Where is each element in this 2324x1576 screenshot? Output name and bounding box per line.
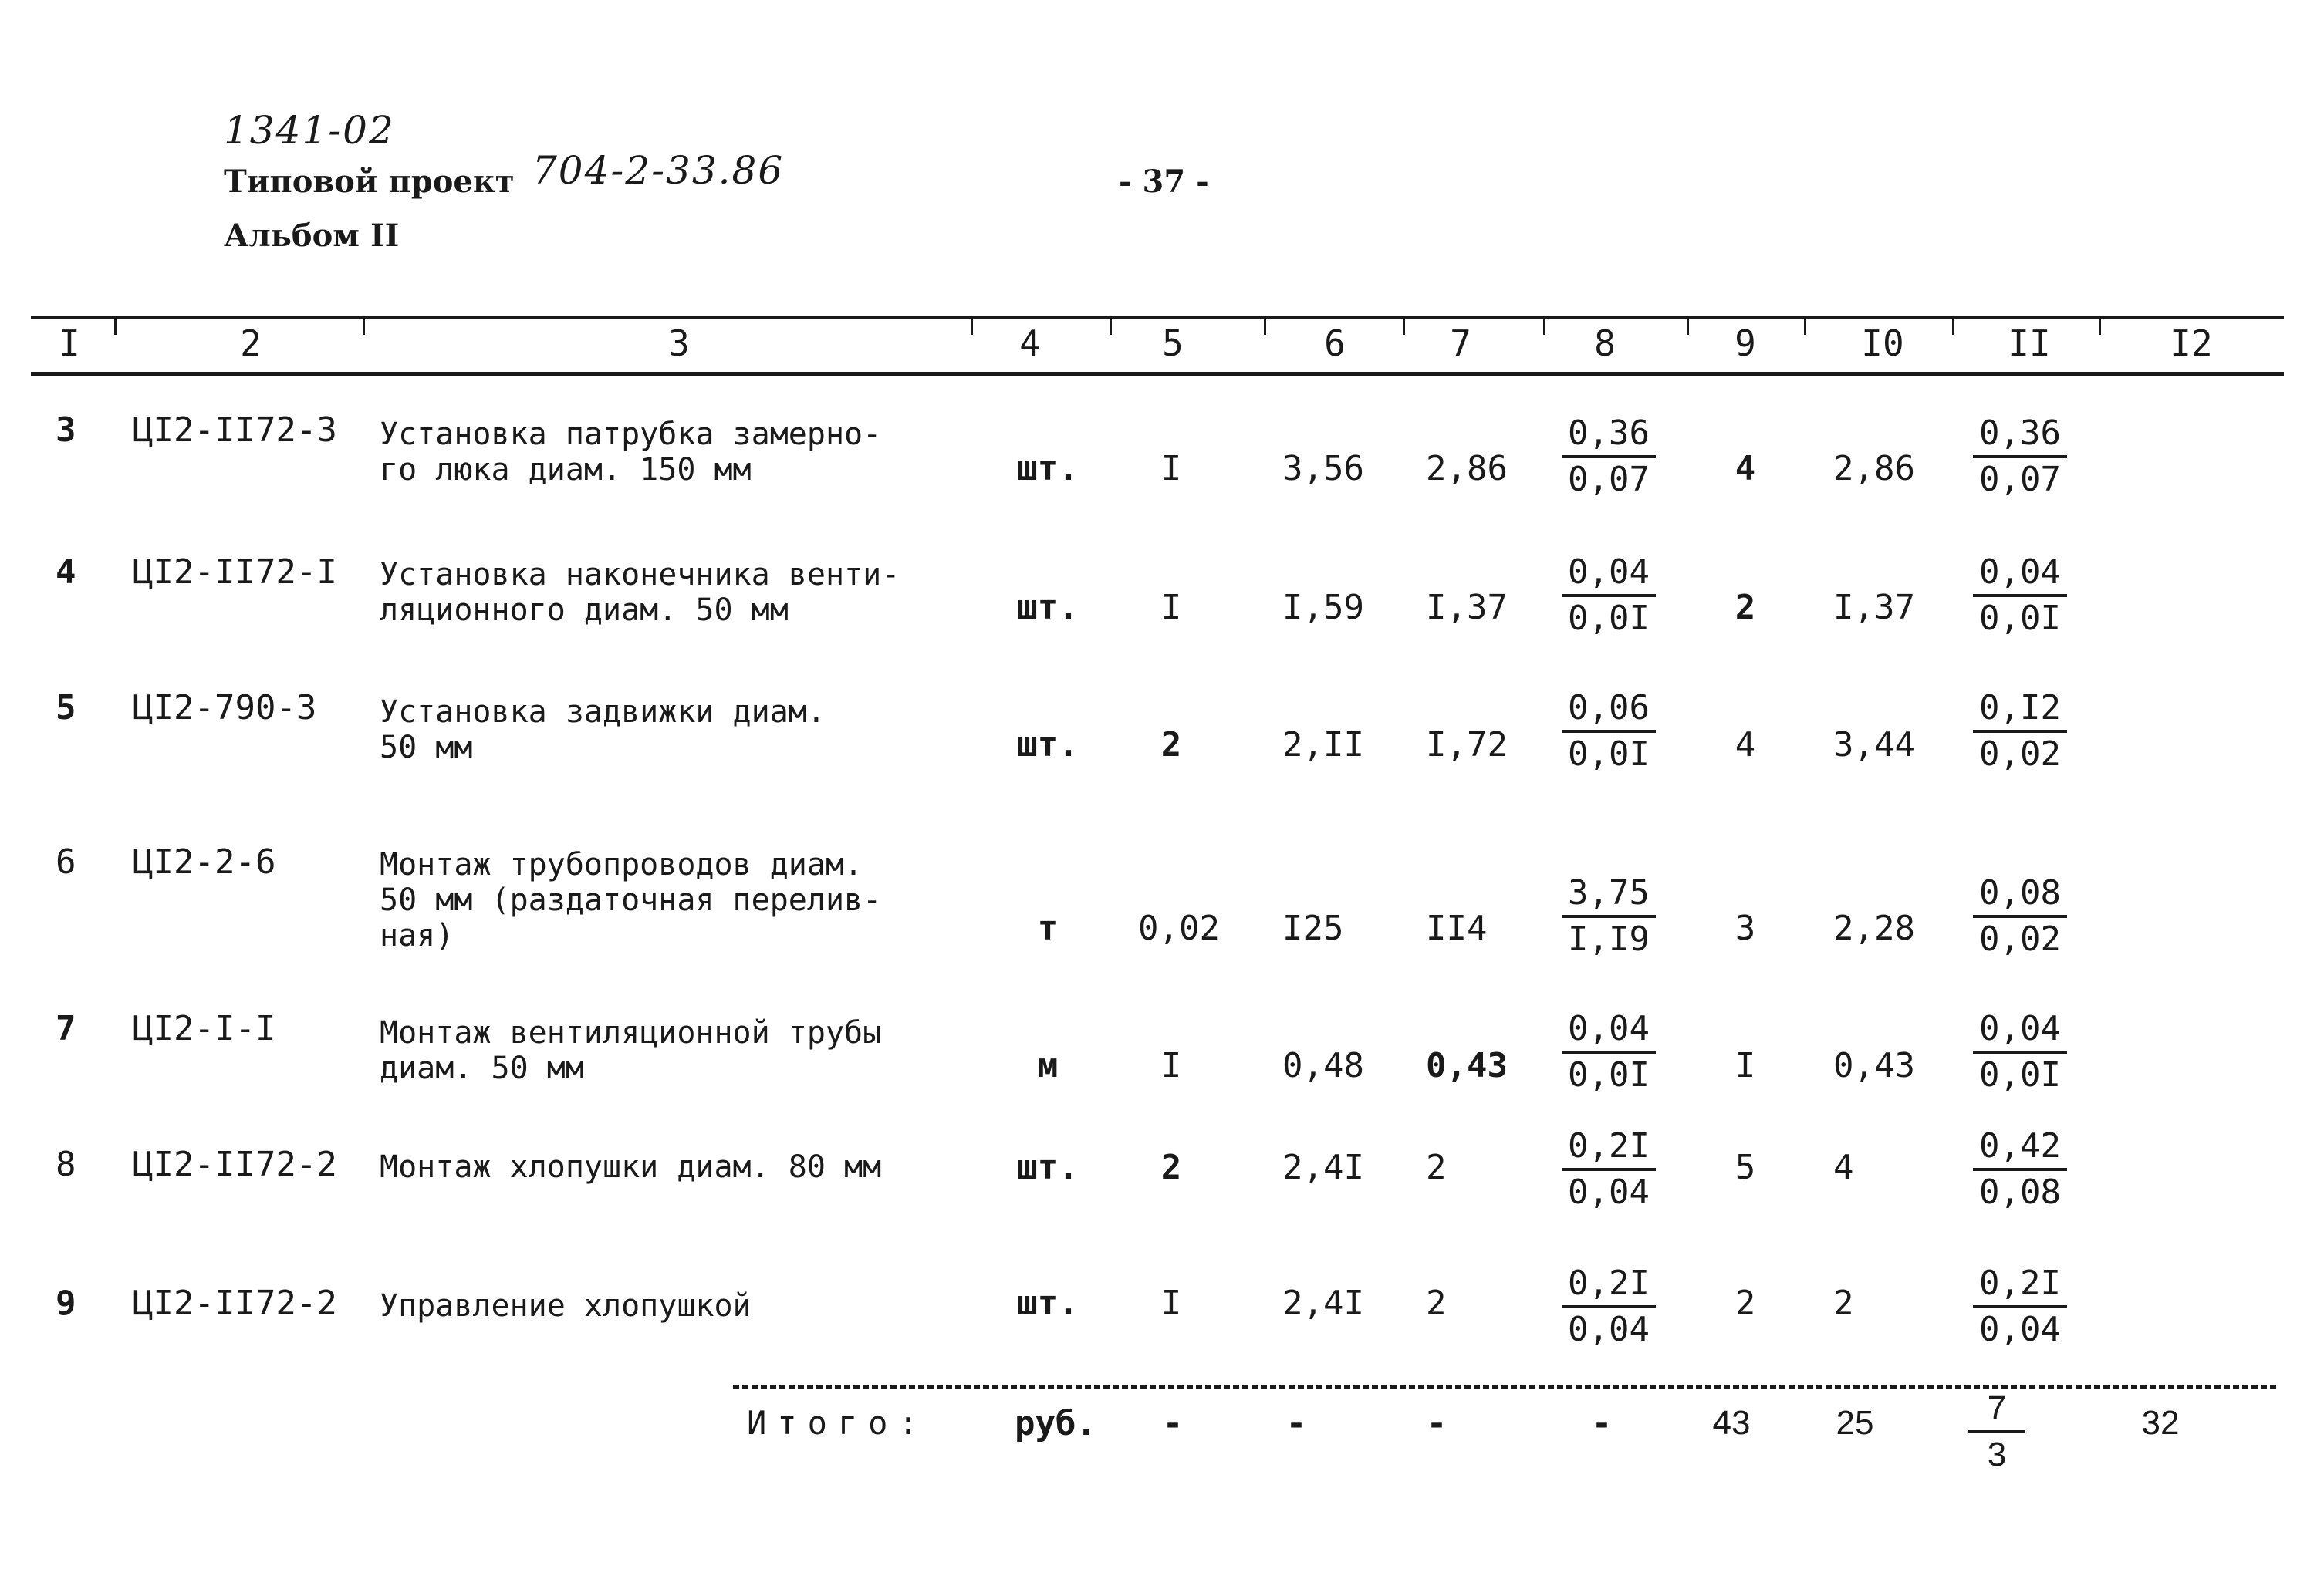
column-divider <box>363 318 365 335</box>
column-divider <box>1804 318 1806 335</box>
col8-fraction <box>1551 1125 1667 1214</box>
col8-numerator: 0,04 <box>1562 551 1656 597</box>
col8-denominator: 0,07 <box>1568 460 1650 499</box>
col10-value: 2 <box>1833 1284 1854 1323</box>
norm-code: ЦI2-II72-3 <box>133 410 337 450</box>
total-col10: 25 <box>1836 1404 1874 1442</box>
col11-denominator: 0,02 <box>1979 734 2061 774</box>
work-description: Монтаж вентиляционной трубы диам. 50 мм <box>380 1015 882 1086</box>
total-col7: - <box>1426 1404 1447 1443</box>
col7-value: II4 <box>1426 909 1488 948</box>
col9-value: 4 <box>1735 449 1756 488</box>
row-number: 4 <box>56 552 76 592</box>
col11-fraction <box>1962 872 2078 961</box>
project-label: Типовой проект <box>224 164 515 200</box>
col6-value: 0,48 <box>1282 1046 1364 1085</box>
col8-numerator: 0,04 <box>1562 1007 1656 1054</box>
quantity: I <box>1160 588 1182 627</box>
project-number: 704-2-33.86 <box>532 148 785 193</box>
col10-value: 2,28 <box>1833 909 1915 948</box>
col8-numerator: 0,2I <box>1562 1125 1656 1171</box>
total-col11-denominator: 3 <box>1987 1436 2007 1473</box>
col11-fraction <box>1962 551 2078 640</box>
col11-fraction <box>1962 1007 2078 1097</box>
unit: шт. <box>1017 449 1079 488</box>
column-divider <box>2099 318 2101 335</box>
total-label: Итого: <box>747 1404 929 1442</box>
col10-value: 3,44 <box>1833 725 1915 764</box>
col8-fraction <box>1551 1262 1667 1352</box>
total-col5: - <box>1162 1404 1184 1443</box>
total-col8: - <box>1591 1404 1613 1443</box>
column-header: 7 <box>1450 322 1471 364</box>
col10-value: 4 <box>1833 1148 1854 1187</box>
col9-value: 5 <box>1735 1148 1756 1187</box>
col11-numerator: 0,2I <box>1973 1262 2067 1308</box>
quantity: I <box>1160 1284 1182 1323</box>
work-description: Установка патрубка замерно- го люка диам. 150 мм <box>380 417 882 488</box>
column-header: I0 <box>1861 322 1904 364</box>
col8-denominator: 0,0I <box>1568 1055 1650 1095</box>
col7-value: 0,43 <box>1426 1046 1508 1085</box>
col8-numerator: 0,36 <box>1562 412 1656 458</box>
col9-value: 2 <box>1735 588 1756 627</box>
norm-code: ЦI2-2-6 <box>133 842 276 882</box>
total-col9: 43 <box>1712 1404 1751 1442</box>
norm-code: ЦI2-I-I <box>133 1009 276 1048</box>
col11-fraction <box>1962 412 2078 501</box>
col11-denominator: 0,02 <box>1979 920 2061 959</box>
work-description: Управление хлопушкой <box>380 1288 752 1324</box>
quantity: 2 <box>1160 725 1182 764</box>
row-number: 9 <box>56 1284 76 1323</box>
column-header: 5 <box>1162 322 1184 364</box>
column-header: 3 <box>668 322 690 364</box>
quantity: I <box>1160 1046 1182 1085</box>
col8-fraction <box>1551 1007 1667 1097</box>
col8-numerator: 0,2I <box>1562 1262 1656 1308</box>
col11-numerator: 0,08 <box>1973 872 2067 918</box>
col11-numerator: 0,04 <box>1973 551 2067 597</box>
col8-fraction <box>1551 872 1667 961</box>
col9-value: I <box>1735 1046 1756 1085</box>
col9-value: 2 <box>1735 1284 1756 1323</box>
column-divider <box>1110 318 1112 335</box>
col10-value: I,37 <box>1833 588 1915 627</box>
col11-denominator: 0,04 <box>1979 1310 2061 1349</box>
column-header: I <box>59 322 80 364</box>
quantity: I <box>1160 449 1182 488</box>
col6-value: I,59 <box>1282 588 1364 627</box>
row-number: 8 <box>56 1145 76 1184</box>
work-description: Монтаж хлопушки диам. 80 мм <box>380 1149 882 1185</box>
col8-numerator: 0,06 <box>1562 687 1656 733</box>
column-header: 8 <box>1594 322 1616 364</box>
col11-denominator: 0,0I <box>1979 1055 2061 1095</box>
column-header: I2 <box>2170 322 2213 364</box>
norm-code: ЦI2-790-3 <box>133 688 317 727</box>
col8-numerator: 3,75 <box>1562 872 1656 918</box>
handwritten-archive-number: 1341-02 <box>224 108 395 153</box>
col8-denominator: 0,0I <box>1568 734 1650 774</box>
col6-value: 2,4I <box>1282 1148 1364 1187</box>
table-header-rule <box>31 372 2284 376</box>
column-divider <box>1264 318 1266 335</box>
total-separator <box>733 1385 2276 1389</box>
norm-code: ЦI2-II72-2 <box>133 1284 337 1323</box>
unit: шт. <box>1017 1284 1079 1323</box>
col8-fraction <box>1551 412 1667 501</box>
table-top-rule <box>31 316 2284 319</box>
col11-numerator: 0,42 <box>1973 1125 2067 1171</box>
col11-denominator: 0,07 <box>1979 460 2061 499</box>
page-number: - 37 - <box>1119 164 1209 200</box>
total-col11-numerator: 7 <box>1968 1387 2025 1433</box>
col6-value: 2,4I <box>1282 1284 1364 1323</box>
unit: т <box>1037 909 1059 948</box>
col9-value: 3 <box>1735 909 1756 948</box>
row-number: 6 <box>56 842 76 882</box>
quantity: 2 <box>1160 1148 1182 1187</box>
col11-fraction <box>1962 1125 2078 1214</box>
col7-value: 2,86 <box>1426 449 1508 488</box>
col8-denominator: 0,04 <box>1568 1310 1650 1349</box>
column-header: II <box>2008 322 2051 364</box>
column-divider <box>1952 318 1954 335</box>
col6-value: 2,II <box>1282 725 1364 764</box>
col10-value: 0,43 <box>1833 1046 1915 1085</box>
column-header: 6 <box>1324 322 1346 364</box>
col7-value: I,37 <box>1426 588 1508 627</box>
row-number: 5 <box>56 688 76 727</box>
col8-fraction <box>1551 551 1667 640</box>
quantity: 0,02 <box>1138 909 1220 948</box>
col8-fraction <box>1551 687 1667 776</box>
col8-denominator: 0,0I <box>1568 599 1650 638</box>
col11-fraction <box>1962 1262 2078 1352</box>
album-label: Альбом II <box>224 218 400 254</box>
unit: м <box>1037 1046 1059 1085</box>
column-divider <box>1687 318 1689 335</box>
total-col11-fraction <box>1954 1387 2039 1476</box>
work-description: Установка наконечника венти- ляционного диам. 50 мм <box>380 557 900 628</box>
column-header: 2 <box>240 322 262 364</box>
col7-value: I,72 <box>1426 725 1508 764</box>
column-header: 9 <box>1735 322 1756 364</box>
col11-denominator: 0,08 <box>1979 1173 2061 1212</box>
col6-value: 3,56 <box>1282 449 1364 488</box>
row-number: 7 <box>56 1009 76 1048</box>
col8-denominator: I,I9 <box>1568 920 1650 959</box>
row-number: 3 <box>56 410 76 450</box>
col11-fraction <box>1962 687 2078 776</box>
unit: шт. <box>1017 1148 1079 1187</box>
col11-denominator: 0,0I <box>1979 599 2061 638</box>
column-divider <box>971 318 973 335</box>
col11-numerator: 0,04 <box>1973 1007 2067 1054</box>
total-col6: - <box>1285 1404 1307 1443</box>
col10-value: 2,86 <box>1833 449 1915 488</box>
col7-value: 2 <box>1426 1284 1447 1323</box>
total-unit: руб. <box>1015 1404 1096 1443</box>
col11-numerator: 0,36 <box>1973 412 2067 458</box>
total-col12: 32 <box>2141 1404 2180 1442</box>
norm-code: ЦI2-II72-I <box>133 552 337 592</box>
column-divider <box>1403 318 1405 335</box>
work-description: Установка задвижки диам. 50 мм <box>380 694 826 765</box>
col9-value: 4 <box>1735 725 1756 764</box>
work-description: Монтаж трубопроводов диам. 50 мм (раздаточная перелив- ная) <box>380 847 882 953</box>
col6-value: I25 <box>1282 909 1344 948</box>
column-header: 4 <box>1019 322 1041 364</box>
col8-denominator: 0,04 <box>1568 1173 1650 1212</box>
col7-value: 2 <box>1426 1148 1447 1187</box>
unit: шт. <box>1017 725 1079 764</box>
unit: шт. <box>1017 588 1079 627</box>
column-divider <box>1543 318 1545 335</box>
norm-code: ЦI2-II72-2 <box>133 1145 337 1184</box>
col11-numerator: 0,I2 <box>1973 687 2067 733</box>
